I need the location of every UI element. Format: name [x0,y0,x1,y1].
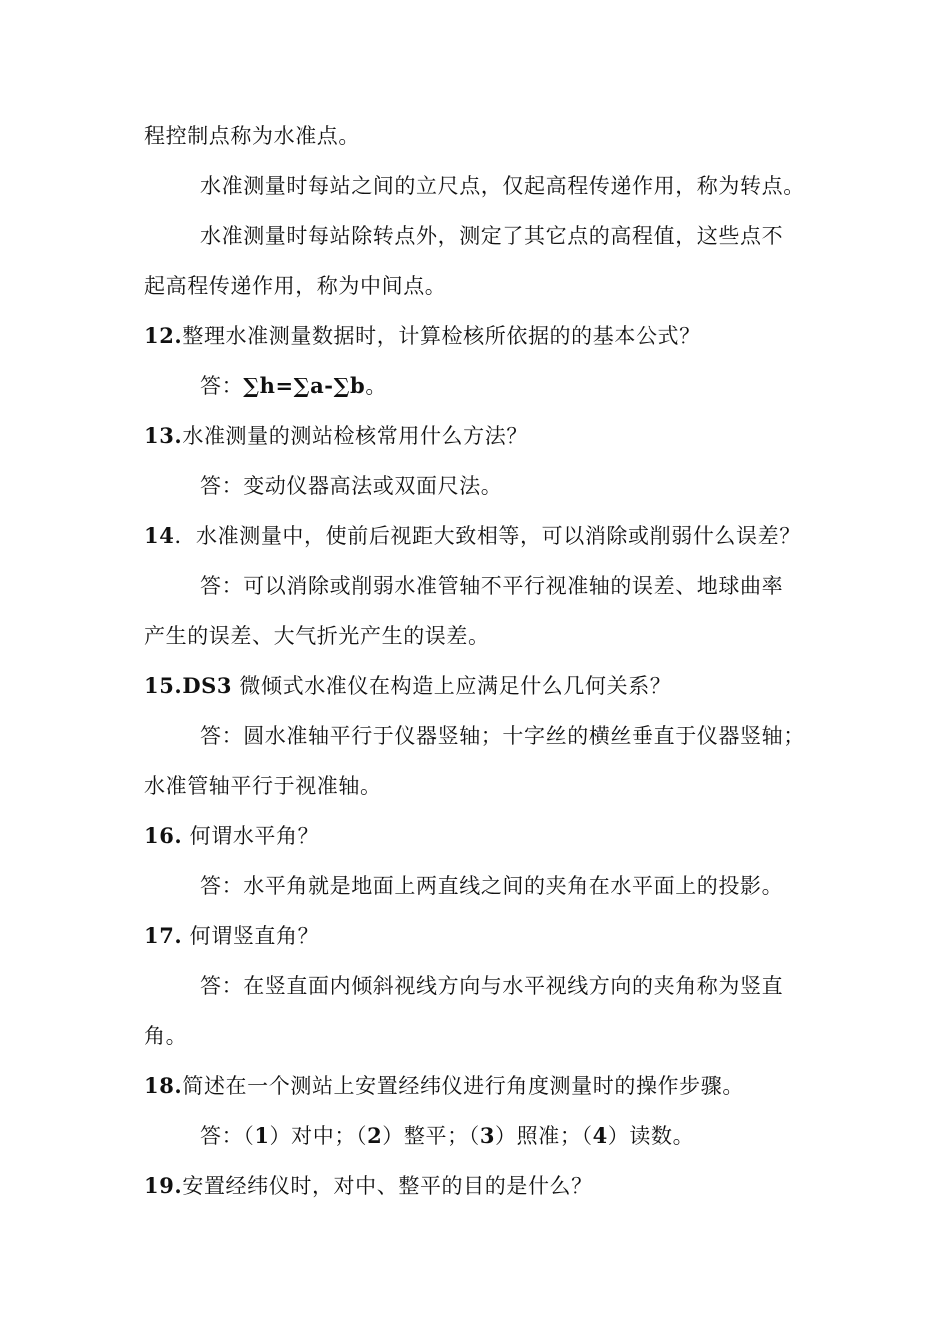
paragraph-line [144,771,814,801]
question-16 [144,821,814,851]
line-text: 产生的误差、大气折光产生的误差。 [144,624,490,648]
question-19 [144,1171,814,1201]
question-number: 12. [144,323,183,348]
line-text: 程控制点称为水准点。 [144,124,360,148]
paragraph-line [200,171,870,201]
paren-open: （ [243,1124,255,1148]
paren-close: ） [382,1124,404,1148]
question-text: 简述在一个测站上安置经纬仪进行角度测量时的操作步骤。 [182,1074,744,1098]
question-15 [144,671,814,701]
line-text: 起高程传递作用，称为中间点。 [144,274,447,298]
question-text: 整理水准测量数据时，计算检核所依据的的基本公式？ [182,324,701,348]
question-text: ．水准测量中，使前后视距大致相等，可以消除或削弱什么误差？ [174,524,801,548]
formula: ∑h=∑a-∑b [243,373,366,398]
line-text: 答：可以消除或削弱水准管轴不平行视准轴的误差、地球曲率 [200,574,784,598]
question-18 [144,1071,814,1101]
step-number: 4 [592,1123,608,1148]
paren-open: （ [468,1124,480,1148]
paragraph-line [144,121,814,151]
paren-close: ） [269,1124,292,1148]
question-text: 水准测量的测站检核常用什么方法？ [182,424,528,448]
step-label: 读数。 [629,1124,695,1148]
answer-prefix: 答： [200,374,244,398]
line-text: 水准管轴平行于视准轴。 [144,774,382,798]
step-item [469,1124,582,1148]
step-number: 3 [479,1123,496,1148]
question-14 [144,521,814,551]
line-text: 答：变动仪器高法或双面尺法。 [200,474,503,498]
answer-17 [200,971,870,1001]
answer-13 [200,471,870,501]
question-number: 17. [144,923,183,948]
line-text: 水准测量时每站之间的立尺点，仅起高程传递作用，称为转点。 [200,174,805,198]
line-text: 答：圆水准轴平行于仪器竖轴；十字丝的横丝垂直于仪器竖轴； [200,724,805,748]
question-text: 何谓水平角？ [182,824,320,848]
question-text: 安置经纬仪时，对中、整平的目的是什么？ [182,1174,593,1198]
answer-15 [200,721,870,751]
paren-open: （ [355,1124,368,1148]
question-number: 19. [144,1173,183,1198]
answer-18 [200,1121,870,1151]
question-number: 16. [144,823,183,848]
question-number: 18. [144,1073,183,1098]
step-label: 整平； [403,1124,469,1148]
paragraph-line [144,621,814,651]
paren-open: （ [581,1124,593,1148]
line-text: 答：水平角就是地面上两直线之间的夹角在水平面上的投影。 [200,874,784,898]
question-number: 14 [144,523,175,548]
paren-close: ） [607,1124,630,1148]
line-text: 角。 [144,1024,188,1048]
question-number: 15.DS3 [144,673,233,698]
answer-prefix: 答： [200,1124,244,1148]
question-number: 13. [144,423,183,448]
formula-suffix: 。 [365,374,387,398]
step-number: 2 [367,1123,383,1148]
paren-close: ） [495,1124,517,1148]
line-text: 答：在竖直面内倾斜视线方向与水平视线方向的夹角称为竖直 [200,974,784,998]
question-text: 微倾式水准仪在构造上应满足什么几何关系？ [232,674,672,698]
question-17 [144,921,814,951]
step-label: 对中； [291,1124,356,1148]
paragraph-line [144,271,814,301]
step-label: 照准； [516,1124,582,1148]
step-item [243,1124,356,1148]
step-item [581,1124,694,1148]
question-text: 何谓竖直角？ [182,924,320,948]
step-number: 1 [254,1123,270,1148]
answer-14 [200,571,870,601]
step-item [356,1124,469,1148]
paragraph-line [200,221,870,251]
line-text: 水准测量时每站除转点外，测定了其它点的高程值，这些点不 [200,224,784,248]
question-13 [144,421,814,451]
answer-12 [200,371,870,401]
answer-16 [200,871,870,901]
paragraph-line [144,1021,814,1051]
question-12 [144,321,814,351]
